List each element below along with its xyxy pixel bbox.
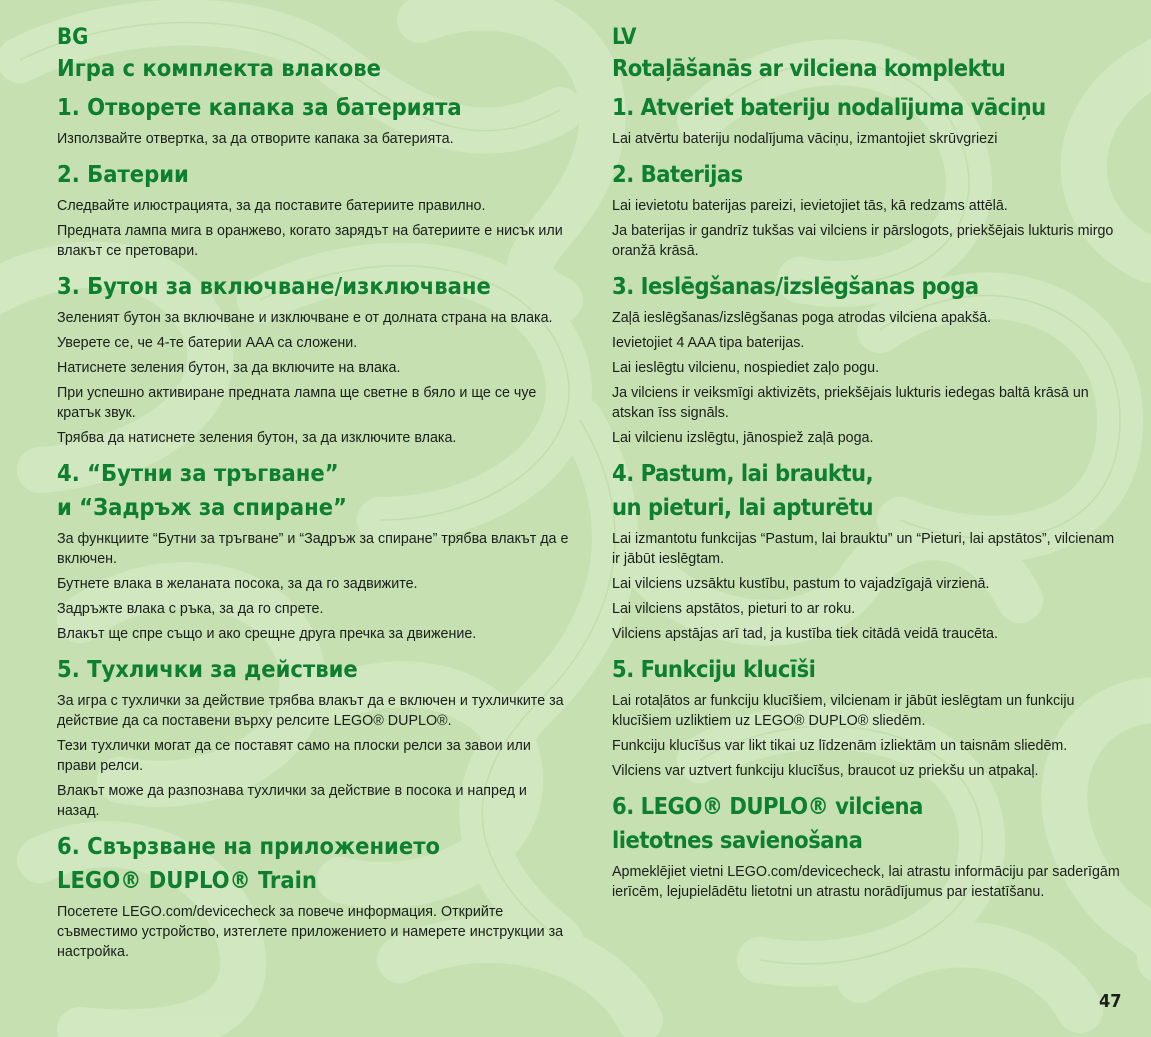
paragraph: Уверете се, че 4-те батерии AAA са сложени. xyxy=(57,335,358,351)
section-title xyxy=(57,269,569,303)
paragraph: Използвайте отвертка, за да отворите капака за батерията. xyxy=(57,131,454,147)
paragraph: Lai atvērtu bateriju nodalījuma vāciņu, izmantojiet skrūvgriezi xyxy=(612,131,998,147)
language-code: LV xyxy=(612,25,636,50)
section-title xyxy=(612,157,1124,191)
paragraph: Lai ievietotu baterijas pareizi, ievietojiet tās, kā redzams attēlā. xyxy=(612,198,1008,214)
section-title xyxy=(57,652,569,686)
paragraph: Ievietojiet 4 AAA tipa baterijas. xyxy=(612,335,805,351)
section-4 xyxy=(57,456,569,644)
section-title xyxy=(612,456,1124,524)
section-title-line: 4. Pastum, lai brauktu, xyxy=(612,459,874,487)
paragraph: Lai vilcienu izslēgtu, jānospiež zaļā poga. xyxy=(612,430,874,446)
section-title xyxy=(57,157,569,191)
section-title-line: 4. “Бутни за тръгване” xyxy=(57,459,339,487)
section-title-line: 5. Тухлички за действие xyxy=(57,655,358,683)
paragraph: Lai ieslēgtu vilcienu, nospiediet zaļo pogu. xyxy=(612,360,880,376)
section-title xyxy=(612,90,1124,124)
paragraph: При успешно активиране предната лампа ще светне в бяло и ще се чуе кратък звук. xyxy=(57,385,537,421)
page-title: Rotaļāšanās ar vilciena komplektu xyxy=(612,54,1006,82)
paragraph: За функциите “Бутни за тръгване” и “Задръж за спиране” трябва влакът да е включен. xyxy=(57,531,569,567)
section-2 xyxy=(57,157,569,261)
paragraph: Влакът ще спре също и ако срещне друга пречка за движение. xyxy=(57,626,477,642)
paragraph: Предната лампа мига в оранжево, когато зарядът на батериите е нисък или влакът се претовари. xyxy=(57,223,563,259)
section-title xyxy=(612,269,1124,303)
latvian-column xyxy=(612,24,1124,902)
section-title xyxy=(612,652,1124,686)
paragraph: Бутнете влака в желаната посока, за да го задвижите. xyxy=(57,576,418,592)
section-title-line: 2. Батерии xyxy=(57,160,189,188)
paragraph: Следвайте илюстрацията, за да поставите батериите правилно. xyxy=(57,198,486,214)
section-3 xyxy=(612,269,1124,448)
paragraph: Посетете LEGO.com/devicecheck за повече информация. Открийте съвместимо устройство, изтеглете приложението и намерете инструкции за настройка. xyxy=(57,904,564,960)
paragraph: Apmeklējiet vietni LEGO.com/devicecheck, lai atrastu informāciju par saderīgām ierīcēm, lejupielādētu lietotni un atrastu norādījumus par iestatīšanu. xyxy=(612,864,1120,900)
paragraph: Funkciju klucīšus var likt tikai uz līdzenām izliektām un taisnām sliedēm. xyxy=(612,738,1068,754)
paragraph: Lai vilciens apstātos, pieturi to ar roku. xyxy=(612,601,856,617)
section-6 xyxy=(612,789,1124,902)
paragraph: Ja baterijas ir gandrīz tukšas vai vilciens ir pārslogots, priekšējais lukturis mirgo oranžā krāsā. xyxy=(612,223,1114,259)
section-title-line: 3. Ieslēgšanas/izslēgšanas poga xyxy=(612,272,979,300)
paragraph: Zaļā ieslēgšanas/izslēgšanas poga atrodas vilciena apakšā. xyxy=(612,310,992,326)
section-title-line: LEGO® DUPLO® Train xyxy=(57,866,317,894)
paragraph: Lai rotaļātos ar funkciju klucīšiem, vilcienam ir jābūt ieslēgtam un funkciju klucīšiem uzliktiem uz LEGO® DUPLO® sliedēm. xyxy=(612,693,1075,729)
section-title-line: и “Задръж за спиране” xyxy=(57,493,347,521)
section-title-line: 6. LEGO® DUPLO® vilciena xyxy=(612,792,923,820)
section-title-line: 1. Atveriet bateriju nodalījuma vāciņu xyxy=(612,93,1046,121)
section-title xyxy=(612,789,1124,857)
section-title-line: 2. Baterijas xyxy=(612,160,743,188)
section-title xyxy=(57,829,569,897)
section-title-line: un pieturi, lai apturētu xyxy=(612,493,874,521)
section-2 xyxy=(612,157,1124,261)
section-title xyxy=(57,456,569,524)
paragraph: Тези тухлички могат да се поставят само на плоски релси за завои или прави релси. xyxy=(57,738,531,774)
section-1 xyxy=(612,90,1124,149)
section-1 xyxy=(57,90,569,149)
section-4 xyxy=(612,456,1124,644)
section-6 xyxy=(57,829,569,962)
section-5 xyxy=(612,652,1124,781)
paragraph: За игра с тухлички за действие трябва влакът да е включен и тухличките за действие да са поставени върху релсите LEGO® DUPLO®. xyxy=(57,693,564,729)
paragraph: Трябва да натиснете зеления бутон, за да изключите влака. xyxy=(57,430,457,446)
section-title xyxy=(57,90,569,124)
paragraph: Зеленият бутон за включване и изключване е от долната страна на влака. xyxy=(57,310,553,326)
section-title-line: 3. Бутон за включване/изключване xyxy=(57,272,491,300)
paragraph: Vilciens apstājas arī tad, ja kustība tiek citādā veidā traucēta. xyxy=(612,626,998,642)
section-title-line: 6. Свързване на приложението xyxy=(57,832,440,860)
language-code: BG xyxy=(57,25,89,50)
section-5 xyxy=(57,652,569,821)
paragraph: Влакът може да разпознава тухлички за действие в посока и напред и назад. xyxy=(57,783,527,819)
page-title: Игра с комплекта влакове xyxy=(57,54,381,82)
paragraph: Ja vilciens ir veiksmīgi aktivizēts, priekšējais lukturis iedegas baltā krāsā un atskan īss signāls. xyxy=(612,385,1089,421)
paragraph: Натиснете зеления бутон, за да включите на влака. xyxy=(57,360,401,376)
paragraph: Lai vilciens uzsāktu kustību, pastum to vajadzīgajā virzienā. xyxy=(612,576,990,592)
section-3 xyxy=(57,269,569,448)
paragraph: Vilciens var uztvert funkciju klucīšus, braucot uz priekšu un atpakaļ. xyxy=(612,763,1039,779)
bulgarian-column xyxy=(57,24,569,962)
page-number: 47 xyxy=(1099,991,1122,1012)
section-title-line: 5. Funkciju klucīši xyxy=(612,655,816,683)
section-title-line: 1. Отворете капака за батерията xyxy=(57,93,462,121)
paragraph: Задръжте влака с ръка, за да го спрете. xyxy=(57,601,324,617)
paragraph: Lai izmantotu funkcijas “Pastum, lai brauktu” un “Pieturi, lai apstātos”, vilcienam ir jābūt ieslēgtam. xyxy=(612,531,1115,567)
section-title-line: lietotnes savienošana xyxy=(612,826,863,854)
